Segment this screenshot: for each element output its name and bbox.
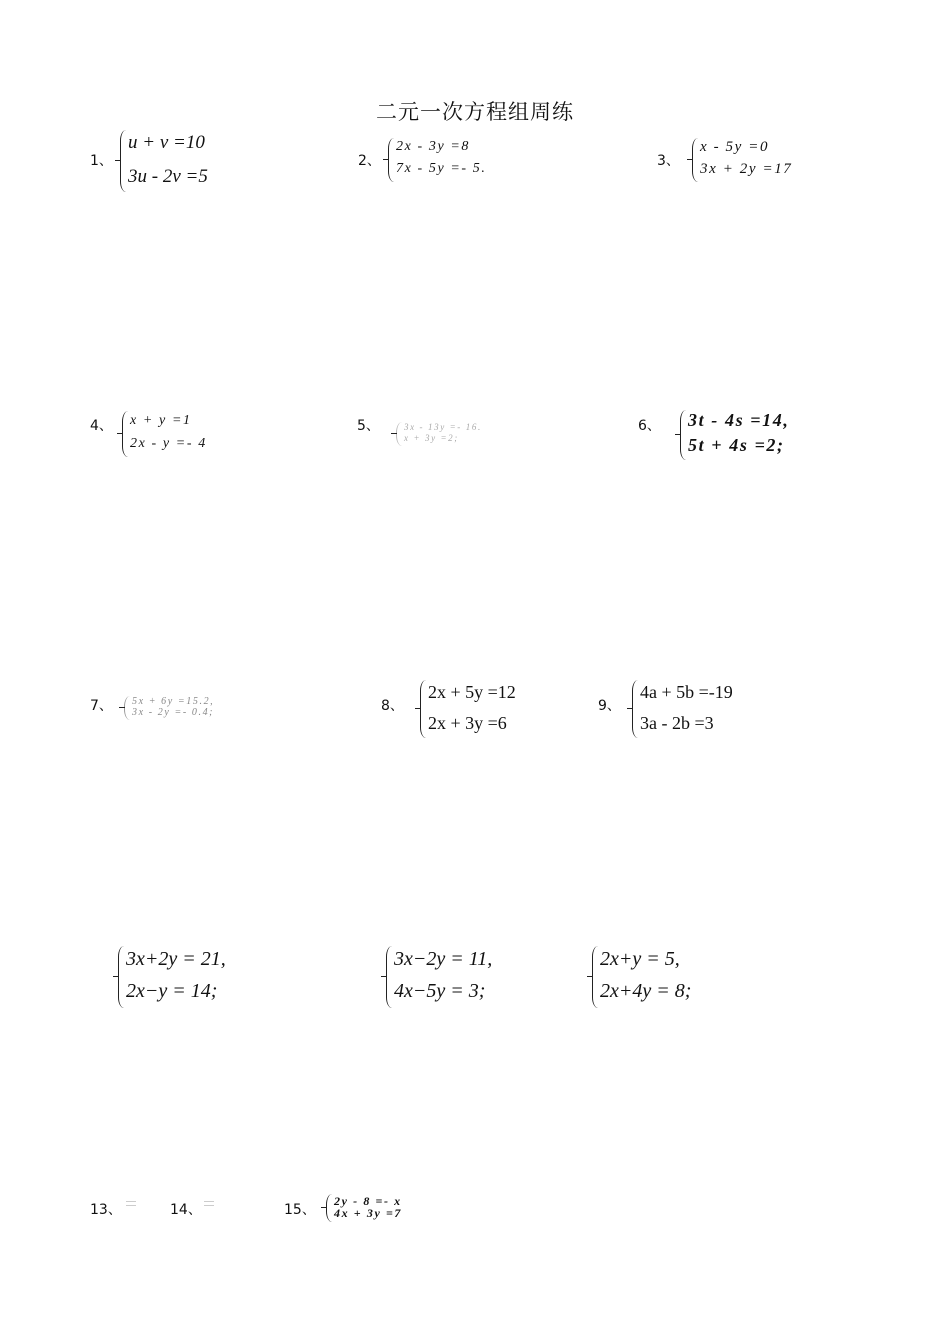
equation-system [386,946,536,1008]
equation-system [388,138,538,182]
equation-system [680,410,870,460]
equation-system [692,138,862,182]
equation: 3a - 2b =3 [640,713,714,733]
equation: 2x−y = 14; [126,980,218,1002]
equation-system [326,1194,476,1222]
equation: 3x - 13y =- 16. [404,422,482,432]
brace-icon [396,422,402,446]
problem-number: 8、 [381,698,404,714]
brace-icon [692,138,698,182]
equation: 2x - y =- 4 [130,436,207,451]
problem-number: 9、 [598,698,621,714]
equation: 2x+4y = 8; [600,980,692,1002]
equation-system [592,946,742,1008]
problem-number: 1、 [90,153,113,169]
equation-system [120,130,260,192]
brace-icon [420,680,426,738]
brace-icon [122,411,128,457]
faded-equation-system [124,1198,138,1214]
problem-number: 5、 [357,418,380,434]
brace-icon [118,946,124,1008]
equation: 4x−5y = 3; [394,980,486,1002]
equation: 3x - 2y =- 0.4; [132,707,215,718]
equation: 3u - 2v =5 [128,166,208,187]
problem-number: 3、 [657,153,680,169]
equation: 2x - 3y =8 [396,139,471,154]
problem-number: 13、 [90,1202,122,1218]
equation: 7x - 5y =- 5. [396,161,487,176]
brace-icon [120,130,126,192]
equation: x - 5y =0 [700,139,770,155]
equation-system [124,696,284,720]
brace-icon [592,946,598,1008]
equation-system [632,680,772,738]
problem-number: 2、 [358,153,381,169]
equation: 5x + 6y =15.2, [132,696,215,707]
equation: x + 3y =2; [404,433,459,443]
equation: 2x+y = 5, [600,948,680,970]
equation-system [396,422,536,446]
page-title: 二元一次方程组周练 [376,100,574,124]
equation-system [420,680,550,738]
equation: 4a + 5b =-19 [640,682,733,702]
equation: x + y =1 [130,413,192,428]
problem-number: 14、 [170,1202,202,1218]
brace-icon [388,138,394,182]
problem-number: 7、 [90,698,113,714]
problem-number: 15、 [284,1202,316,1218]
brace-icon [124,696,130,720]
equation-system [122,411,252,457]
equation: 3x+2y = 21, [126,948,226,970]
equation: 3x + 2y =17 [700,161,793,177]
equation: 2x + 3y =6 [428,713,507,733]
equation: 5t + 4s =2; [688,435,785,455]
equation: 2x + 5y =12 [428,682,516,702]
brace-icon [680,410,686,460]
equation: 4x + 3y =7 [334,1206,403,1220]
brace-icon [386,946,392,1008]
problem-number: 6、 [638,418,661,434]
equation: 2y - 8 =- x [334,1194,402,1208]
brace-icon [632,680,638,738]
equation: u + v =10 [128,132,205,153]
problem-number: 4、 [90,418,113,434]
equation-system [118,946,268,1008]
equation: 3x−2y = 11, [394,948,493,970]
brace-icon [326,1194,332,1222]
equation: 3t - 4s =14, [688,410,790,430]
faded-equation-system [202,1198,216,1214]
